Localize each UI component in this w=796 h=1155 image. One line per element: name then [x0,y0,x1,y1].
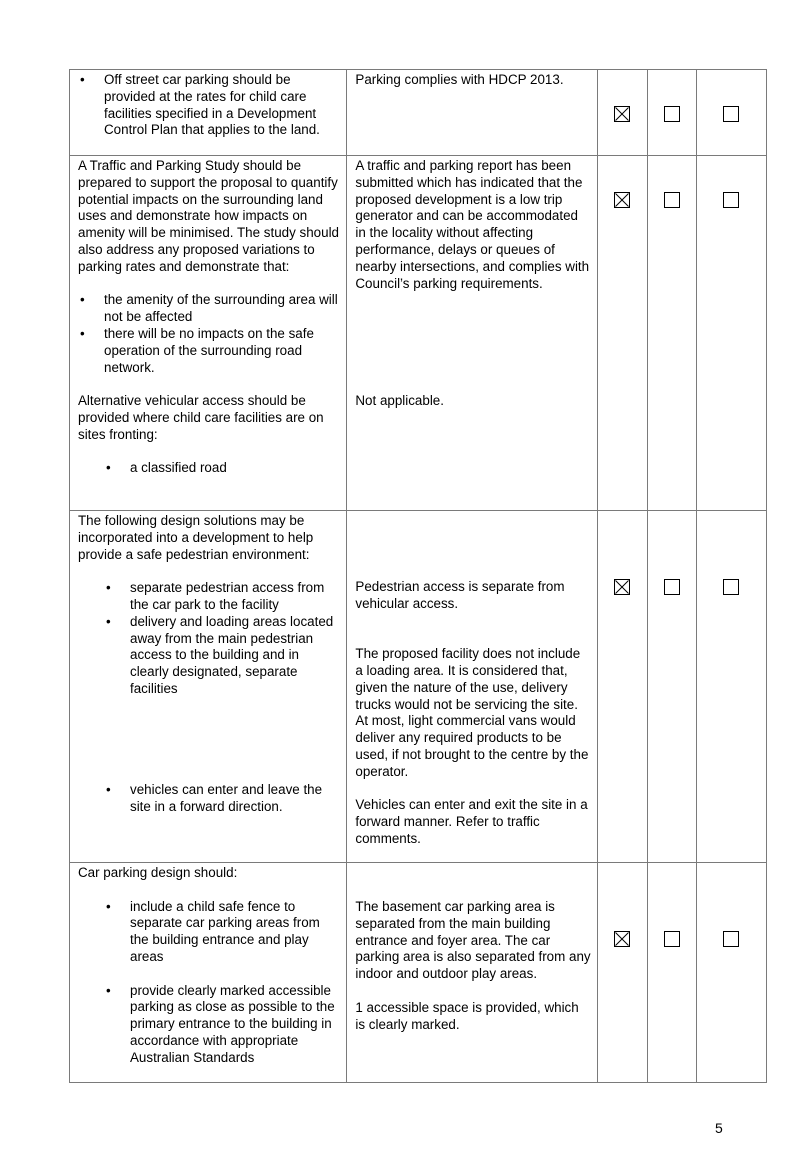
checkbox[interactable] [723,106,739,122]
checkbox[interactable] [664,106,680,122]
control-cell [70,863,347,1083]
control-bullet: • separate pedestrian access from the car park to the facility [78,580,340,614]
comment-cell [347,70,597,156]
control-bullet: • include a child safe fence to separate car parking areas from the building entrance and play areas [78,899,340,966]
comment-text: Parking complies with HDCP 2013. [355,72,564,87]
comment-text: Not applicable. [355,393,444,409]
checkbox[interactable] [614,192,630,208]
comment-cell [347,156,597,511]
comment-text: Vehicles can enter and exit the site in a forward manner. Refer to traffic comments. [355,797,588,846]
control-text: A Traffic and Parking Study should be prepared to support the proposal to quantify potential impacts on the surrounding land uses and demonstrate how impacts on amenity will be minimised. The study should also address any proposed variations to parking rates and demonstrate that: [78,158,339,274]
checkbox[interactable] [664,931,680,947]
control-bullet: • there will be no impacts on the safe operation of the surrounding road network. [78,326,340,376]
table-row [70,156,767,511]
check-cell-yes [597,863,647,1083]
checkbox[interactable] [614,579,630,595]
x-mark-icon [615,932,629,946]
table-row [70,511,767,863]
control-bullet: • Off street car parking should be provided at the rates for child care facilities specified in a Development Control Plan that applies to the land. [78,72,340,139]
control-bullet: • vehicles can enter and leave the site in a forward direction. [78,782,340,816]
check-cell-no [647,863,696,1083]
comment-cell [347,511,597,863]
control-text: Car parking design should: [78,865,238,880]
control-bullet: • provide clearly marked accessible parking as close as possible to the primary entrance to the building in accordance with appropriate Australian Standards [78,983,340,1067]
check-cell-no [647,511,696,863]
comment-text: 1 accessible space is provided, which is clearly marked. [355,999,579,1032]
check-cell-na [696,156,766,511]
table-row [70,70,767,156]
x-mark-icon [615,107,629,121]
check-cell-na [696,511,766,863]
checkbox[interactable] [614,106,630,122]
check-cell-na [696,70,766,156]
table-row [70,863,767,1083]
comment-text: A traffic and parking report has been submitted which has indicated that the proposed development is a low trip generator and can be accommodated in the locality without affecting performance, delays or queues of nearby intersections, and complies with Council’s parking requirements. [355,158,590,291]
checkbox[interactable] [723,192,739,208]
check-cell-yes [597,156,647,511]
x-mark-icon [615,580,629,594]
control-bullet: • a classified road [78,460,340,477]
control-cell [70,70,347,156]
comment-text: The proposed facility does not include a loading area. It is considered that, given the nature of the use, delivery trucks would not be servicing the site. At most, light commercial vans would deliver any required products to be used, if not brought to the centre by the operator. [355,646,589,779]
checkbox[interactable] [664,192,680,208]
control-cell [70,156,347,511]
check-cell-na [696,863,766,1083]
control-text: Alternative vehicular access should be provided where child care facilities are on sites fronting: [78,393,324,442]
comment-text: The basement car parking area is separated from the main building entrance and foyer area. The car parking area is also separated from any indoor and outdoor play areas. [355,899,591,982]
x-mark-icon [615,193,629,207]
comment-text: Pedestrian access is separate from vehicular access. [355,579,565,611]
assessment-table [69,69,767,1083]
checkbox[interactable] [723,579,739,595]
checkbox[interactable] [614,931,630,947]
control-bullet: • the amenity of the surrounding area will not be affected [78,292,340,326]
comment-cell [347,863,597,1083]
check-cell-yes [597,70,647,156]
checkbox[interactable] [664,579,680,595]
check-cell-yes [597,511,647,863]
control-cell [70,511,347,863]
check-cell-no [647,70,696,156]
page-number: 5 [715,1120,723,1136]
control-bullet: • delivery and loading areas located away from the main pedestrian access to the building and in clearly designated, separate facilities [78,614,340,698]
checkbox[interactable] [723,931,739,947]
control-text: The following design solutions may be incorporated into a development to help provide a safe pedestrian environment: [78,513,314,562]
check-cell-no [647,156,696,511]
